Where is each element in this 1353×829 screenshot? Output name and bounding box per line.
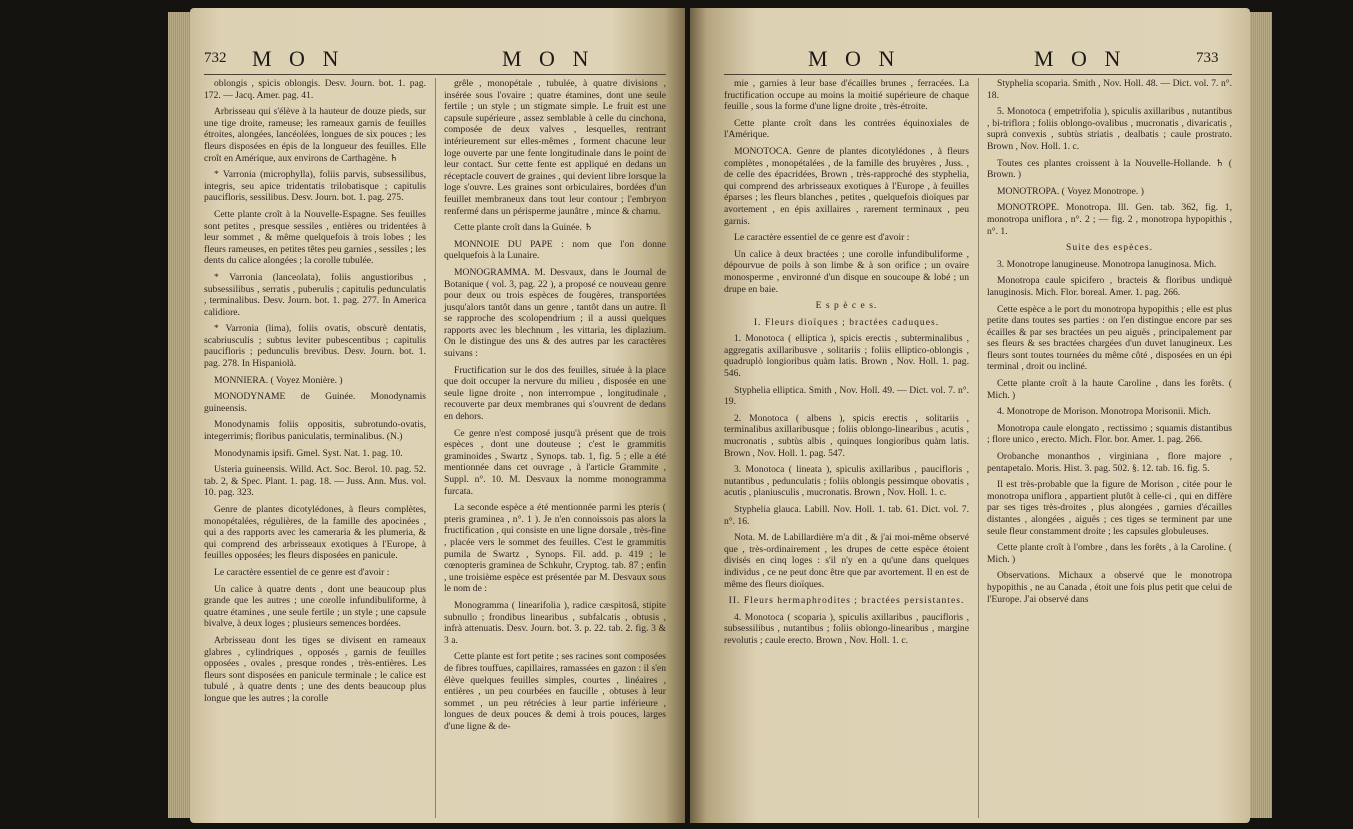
left-page-header bbox=[190, 46, 685, 72]
left-page-edges bbox=[168, 12, 190, 818]
left-column-2 bbox=[444, 78, 666, 737]
paragraph: MONODYNAME de Guinée. Monodynamis guineensis. bbox=[204, 391, 426, 414]
paragraph: Un calice à deux bractées ; une corolle infundibuliforme , dépourvue de poils à son limbe & à son orifice ; un ovaire monosperme , environné d'un disque en soucoupe & lobé ; un drupe en baie. bbox=[724, 248, 969, 295]
paragraph: Monotropa caule spicifero , bracteis & floribus undiquè lanuginosis. Mich. Flor. boreal. Amer. 1. pag. 266. bbox=[987, 275, 1232, 298]
right-header-title-2: M O N bbox=[1034, 46, 1127, 71]
paragraph: 3. Monotrope lanugineuse. Monotropa lanuginosa. Mich. bbox=[997, 258, 1217, 270]
right-page-edges bbox=[1250, 12, 1272, 818]
paragraph: Suite des espèces. bbox=[1065, 242, 1153, 254]
right-header-title-1: M O N bbox=[808, 46, 901, 71]
paragraph: Cette espèce a le port du monotropa hypopithis ; elle est plus petite dans toutes ses parties : on l'en distingue encore par ses écailles & par ses bractées un peu aiguës , principalement par ses fleurs & ses bractées chargées d'un duvet lanugineux. Les fleurs sont toutes tournées du même côté , disposées en un épi terminal , droit ou incliné. bbox=[987, 303, 1232, 373]
paragraph: Cette plante est fort petite ; ses racines sont composées de fibres touffues, capillaires, ramassées en gazon : il s'en élève quelques feuilles simples, courtes , linéaires , entières , un peu courbées en faucille , obtuses à leur sommet , un peu rétrécies à leur partie inférieure , longues de deux pouces & demi à trois pouces, larges d'une ligne & de- bbox=[444, 651, 666, 732]
paragraph: Styphelia scoparia. Smith , Nov. Holl. 48. — Dict. vol. 7. n°. 18. bbox=[987, 78, 1232, 101]
paragraph: La seconde espèce a été mentionnée parmi les pteris ( pteris graminea , n°. 1 ). Je n'en connoissois pas alors la fructification , qui consiste en une ligne dorsale , très-fine , placée vers le sommet des feuilles. C'est le grammitis pumila de Swartz , Synops. Fil. add. p. 419 ; le cœnopteris graminea de Schkuhr, Cryptog. tab. 87 ; enfin , une troisième espèce est présentée par M. Desvaux sous le nom de : bbox=[444, 502, 666, 595]
paragraph: E s p è c e s. bbox=[815, 300, 878, 312]
left-header-rule bbox=[204, 74, 666, 75]
paragraph: Styphelia glauca. Labill. Nov. Holl. 1. tab. 61. Dict. vol. 7. n°. 16. bbox=[724, 504, 969, 527]
right-page-header bbox=[690, 46, 1250, 72]
paragraph: * Varronia (lanceolata), foliis angustioribus , subsessilibus , serratis , puberulis ; capitulis pedunculatis , terminalibus. Desv. Journ. bot. 1. pag. 277. In America calidiore. bbox=[204, 271, 426, 318]
paragraph: Cette plante croît à l'ombre , dans les forêts , à la Caroline. ( Mich. ) bbox=[987, 542, 1232, 565]
left-page bbox=[190, 8, 685, 823]
paragraph: grêle , monopétale , tubulée, à quatre divisions , insérée sous l'ovaire ; quatre étamines, dont une seule fertile ; un style ; un stigmate simple. Le fruit est une capsule supérieure , assez semblable à celle du cinchona, composée de deux valves , lesquelles, rentrant intérieurement sur elles-mêmes , forment chacune leur loge ouverte par une fente longitudinale dans le point de leur contact. Sur cette fente est appliqué en dedans un réceptacle couvert de graines , qui devient libre lorsque la loge s'ouvre. Les graines sont orbiculaires, bordées d'un feuillet membraneux dans tout leur contour ; l'embryon renfermé dans un périsperme jaunâtre , mince & charnu. bbox=[444, 78, 666, 217]
paragraph: Un calice à quatre dents , dont une beaucoup plus grande que les autres ; une corolle infundibuliforme, à quatre étamines , une seule fertile ; un style ; une capsule bivalve, à deux loges ; plusieurs semences bordées. bbox=[204, 583, 426, 630]
paragraph: MONOTOCA. Genre de plantes dicotylédones , à fleurs complètes , monopétalées , de la famille des bruyères , Juss. , de celle des épacridées, Brown , très-rapproché des styphelia, qui comprend des arbrisseaux exotiques à l'Europe , à feuilles éparses ; les fleurs blanches , petites , quelquefois dioïques par avortement , en épis axillaires , rarement terminaux , peu garnis. bbox=[724, 145, 969, 227]
paragraph: Arbrisseau dont les tiges se divisent en rameaux glabres , cylindriques , opposés , garnis de feuilles opposées , ovales , presque rondes , très-entières. Les fleurs sont disposées en panicule terminale ; le calice est tubulé , à quatre dents ; une des dents beaucoup plus longue que les autres ; la corolle bbox=[204, 634, 426, 704]
right-page bbox=[690, 8, 1250, 823]
paragraph: Usteria guineensis. Willd. Act. Soc. Berol. 10. pag. 52. tab. 2, & Spec. Plant. 1. pag. 18. — Juss. Ann. Mus. vol. 10. pag. 323. bbox=[204, 464, 426, 499]
paragraph: Fructification sur le dos des feuilles, située à la place que doit occuper la nervure du milieu , disposée en une seule ligne droite , non interrompue , longitudinale , recouverte par deux membranes qui s'ouvrent de dedans en dehors. bbox=[444, 364, 666, 423]
paragraph: 1. Monotoca ( elliptica ), spicis erectis , subterminalibus , aggregatis axillaribusve , solitariis ; foliis elliptico-oblongis , quadruplò longioribus quàm latis. Brown , Nov. Holl. 1. pag. 546. bbox=[724, 333, 969, 380]
paragraph: mie , garnies à leur base d'écailles brunes , ferracées. La fructification occupe au moins la moitié supérieure de chaque feuille , sous la forme d'une ligne droite , très-étroite. bbox=[724, 78, 969, 113]
left-column-1 bbox=[204, 78, 426, 710]
paragraph: Cette plante croît dans les contrées équinoxiales de l'Amérique. bbox=[724, 117, 969, 141]
paragraph: Toutes ces plantes croissent à la Nouvelle-Hollande. ♄ ( Brown. ) bbox=[987, 157, 1232, 181]
paragraph: Arbrisseau qui s'élève à la hauteur de douze pieds, sur une tige droite, rameuse; les rameaux garnis de feuilles étroites, alongées, lancéolées, longues de six pouces ; les fleurs disposées en épis de la longueur des feuilles. Elle croît en Amérique, aux environs de Carthagène. ♄ bbox=[204, 106, 426, 164]
left-header-title-1: M O N bbox=[252, 46, 345, 71]
paragraph: 3. Monotoca ( lineata ), spiculis axillaribus , paucifloris , nutantibus , pedunculatis ; foliis oblongis pessimque obovatis , acutis , planiusculis , mucronatis. Brown , Nov. Holl. 1. c. bbox=[724, 464, 969, 499]
paragraph: Ce genre n'est composé jusqu'à présent que de trois espèces , dont une douteuse ; c'est le grammitis graminoides , Swartz , Synops. tab. 1, fig. 5 ; elle a été mentionnée dans cet ouvrage , à l'article Grammite , Suppl. n°. 10. M. Desvaux la nomme monogramma furcata. bbox=[444, 427, 666, 497]
paragraph: 2. Monotoca ( albens ), spicis erectis , solitariis , terminalibus axillaribusque ; foliis oblongo-linearibus , acutis , mucronatis , subtùs albis , quinques longioribus quàm latis. Brown , Nov. Holl. 1. pag. 547. bbox=[724, 412, 969, 459]
right-page-number: 733 bbox=[1196, 50, 1219, 66]
paragraph: MONNOIE DU PAPE : nom que l'on donne quelquefois à la Lunaire. bbox=[444, 238, 666, 262]
right-column-2 bbox=[987, 78, 1232, 610]
paragraph: Cette plante croît à la haute Caroline , dans les forêts. ( Mich. ) bbox=[987, 378, 1232, 401]
paragraph: MONNIERA. ( Voyez Monière. ) bbox=[214, 374, 343, 386]
paragraph: Monotropa caule elongato , rectissimo ; squamis distantibus ; flore unico , erecto. Mich. Flor. bor. Amer. 1. pag. 266. bbox=[987, 422, 1232, 446]
paragraph: Genre de plantes dicotylédones, à fleurs complètes, monopétalées, régulières, de la famille des apocinées , qui a des rapports avec les cameraria & les plumeria, & qui comprend des arbrisseaux exotiques à l'Europe, à feuilles opposées; les fleurs disposées en panicule. bbox=[204, 504, 426, 562]
paragraph: 5. Monotoca ( empetrifolia ), spiculis axillaribus , nutantibus , bi-triflora ; foliis oblongo-ovalibus , mucronatis , divaricatis , suprà convexis , subtùs striatis , dealbatis ; caule prostrato. Brown , Nov. Holl. 1. c. bbox=[987, 106, 1232, 152]
right-column-divider bbox=[978, 78, 979, 818]
paragraph: Le caractère essentiel de ce genre est d'avoir : bbox=[734, 232, 910, 244]
paragraph: I. Fleurs dioïques ; bractées caduques. bbox=[753, 316, 940, 328]
paragraph: Styphelia elliptica. Smith , Nov. Holl. 49. — Dict. vol. 7. n°. 19. bbox=[724, 384, 969, 408]
paragraph: 4. Monotoca ( scoparia ), spiculis axillaribus , paucifloris , subsessilibus , nutantibus ; foliis oblongo-linearibus , margine revolutis ; caule erecto. Brown , Nov. Holl. 1. c. bbox=[724, 611, 969, 646]
paragraph: MONOTROPE. Monotropa. Ill. Gen. tab. 362, fig. 1, monotropa uniflora , n°. 2 ; — fig. 2 , monotropa hypopithis , n°. 1. bbox=[987, 202, 1232, 237]
paragraph: 4. Monotrope de Morison. Monotropa Morisonii. Mich. bbox=[997, 406, 1211, 418]
paragraph: oblongis , spicis oblongis. Desv. Journ. bot. 1. pag. 172. — Jacq. Amer. pag. 41. bbox=[204, 78, 426, 101]
paragraph: Monodynamis foliis oppositis, subrotundo-ovatis, integerrimis; floribus paniculatis, terminalibus. (N.) bbox=[204, 419, 426, 443]
paragraph: Nota. M. de Labillardière m'a dit , & j'ai moi-même observé que , très-ordinairement , les drupes de cette espèce étoient divisés en cinq loges : s'il n'y en a qu'une dans quelques individus , ce ne peut donc être que par avortement. Il en est de même des fleurs dioïques. bbox=[724, 532, 969, 590]
paragraph: * Varronia (lima), foliis ovatis, obscurè dentatis, scabriusculis ; subtus leviter pubescentibus ; capitulis paucifloris ; pedunculis brevibus. Desv. Journ. bot. 1. pag. 278. In Hispaniolà. bbox=[204, 323, 426, 370]
paragraph: Orobanche monanthos , virginiana , flore majore , pentapetalo. Moris. Hist. 3. pag. 502. §. 12. tab. 16. fig. 5. bbox=[987, 451, 1232, 474]
paragraph: Observations. Michaux a observé que le monotropa hypopithis , ne au Canada , étoit une fois plus petit que celui de l'Europe. J'ai observé dans bbox=[987, 570, 1232, 605]
left-page-number: 732 bbox=[204, 50, 227, 66]
left-column-divider bbox=[435, 78, 436, 818]
paragraph: * Varronia (microphylla), foliis parvis, subsessilibus, integris, seu apice tridentatis trilobatisque ; capitulis paucifloris, sessilibus. Desv. Journ. bot. 1. pag. 275. bbox=[204, 169, 426, 204]
paragraph: Le caractère essentiel de ce genre est d'avoir : bbox=[214, 566, 390, 578]
paragraph: Cette plante croît à la Nouvelle-Espagne. Ses feuilles sont petites , presque sessiles , entières ou tridentées à leur sommet , & même quelquefois à trois lobes ; les fleurs rameuses, en petites têtes peu garnies , sessiles ; les dents du calice alongées ; la corolle tubulée. bbox=[204, 208, 426, 267]
paragraph: MONOTROPA. ( Voyez Monotrope. ) bbox=[997, 185, 1144, 197]
right-header-rule bbox=[724, 74, 1232, 75]
paragraph: II. Fleurs hermaphrodites ; bractées persistantes. bbox=[728, 595, 965, 607]
paragraph: MONOGRAMMA. M. Desvaux, dans le Journal de Botanique ( vol. 3, pag. 22 ), a proposé ce nouveau genre pour deux ou trois espèces de fougères, transportées jusqu'alors tantôt dans un genre , tantôt dans un autre. Il se rapproche des scolopendrium ; il a aussi quelques rapports avec les blechnum , les vittaria, les diplazium. On le distingue des uns & des autres par les caractères suivans : bbox=[444, 266, 666, 360]
paragraph: Il est très-probable que la figure de Morison , citée pour le monotropa uniflora , appartient plutôt à celle-ci , qui en diffère par ses tiges très-droites , plus alongées , garnies d'écailles distantes , alongées , aiguës ; ces tiges se terminent par une seule fleur constamment droite ; les capsules globuleuses. bbox=[987, 479, 1232, 537]
right-column-1 bbox=[724, 78, 969, 652]
paragraph: Monogramma ( linearifolia ), radice cæspitosâ, stipite subnullo ; frondibus linearibus , subfalcatis , obtusis , infrà attenuatis. Desv. Journ. bot. 3. p. 22. tab. 2. fig. 3 & 3 a. bbox=[444, 599, 666, 646]
left-header-title-2: M O N bbox=[502, 46, 595, 71]
paragraph: Cette plante croît dans la Guinée. ♄ bbox=[454, 222, 593, 234]
paragraph: Monodynamis ipsifi. Gmel. Syst. Nat. 1. pag. 10. bbox=[214, 447, 403, 459]
